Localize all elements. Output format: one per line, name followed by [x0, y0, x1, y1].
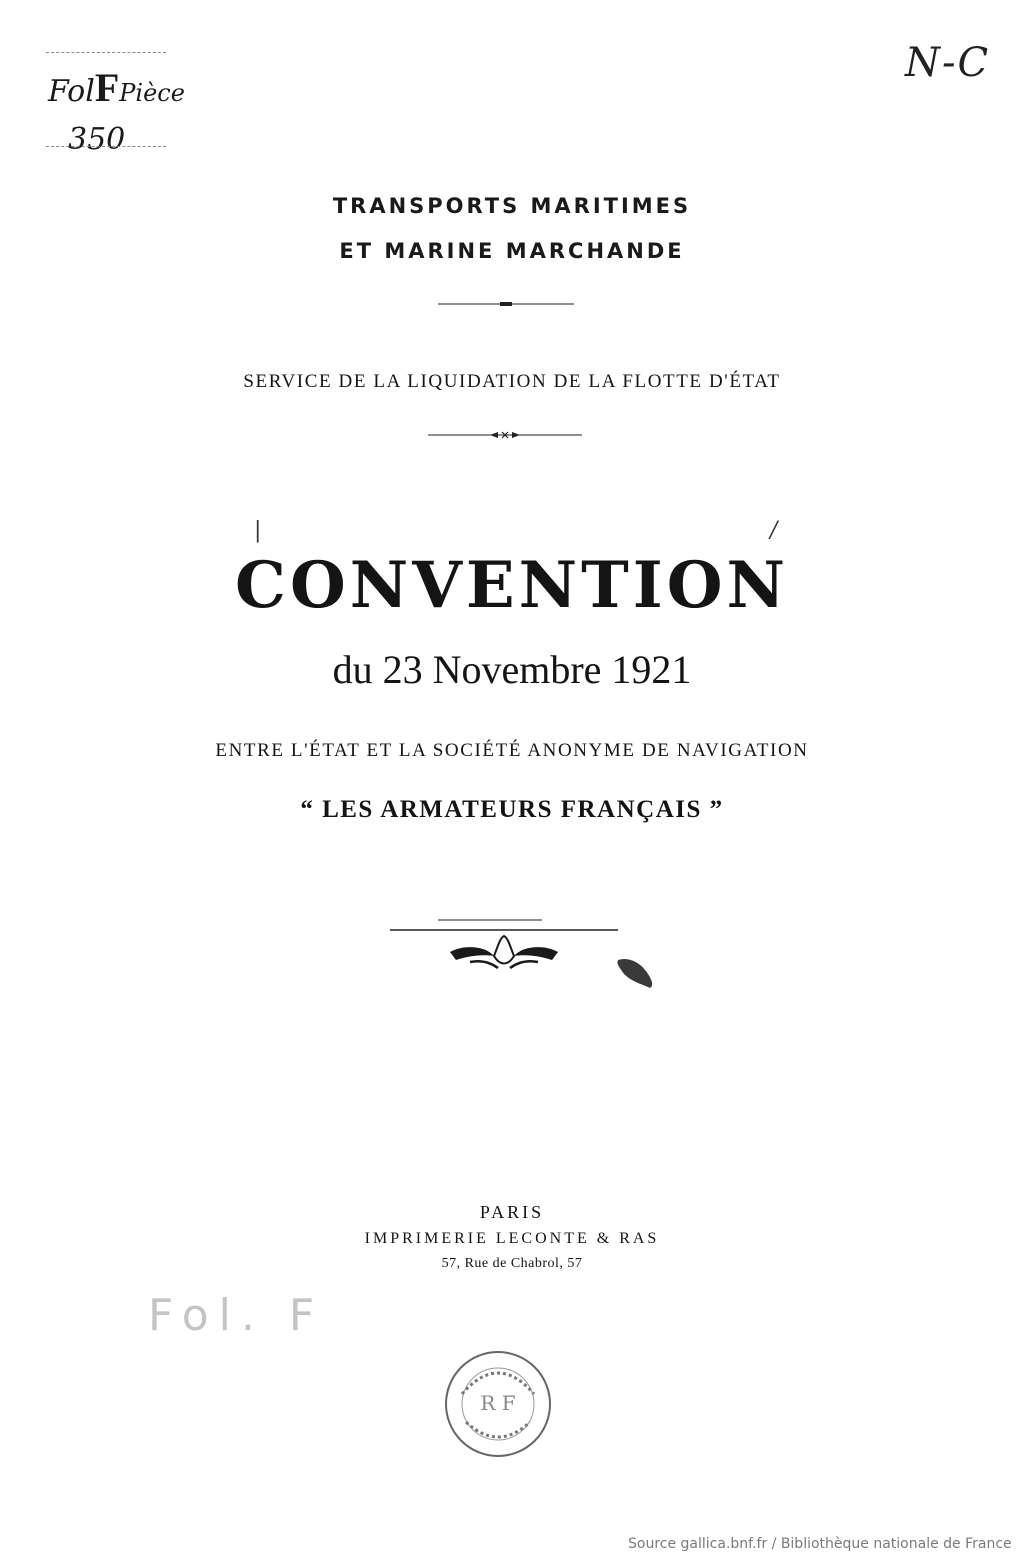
divider — [46, 52, 166, 53]
source-credit: Source gallica.bnf.fr / Bibliothèque nationale de France — [628, 1536, 1012, 1552]
shelf-prefix: Fol — [48, 74, 95, 109]
divider — [46, 146, 166, 147]
fleuron-ornament — [390, 916, 618, 972]
ornament-rule — [438, 299, 574, 309]
ornament-rule — [428, 430, 582, 440]
ink-blot — [614, 954, 656, 992]
svg-text:R F: R F — [480, 1391, 516, 1415]
imprint-city: PARIS — [479, 1202, 545, 1222]
company-name: “ LES ARMATEURS FRANÇAIS ” — [300, 796, 724, 823]
imprint-printer: IMPRIMERIE LECONTE & RAS — [364, 1230, 660, 1247]
ministry-line1: TRANSPORTS MARITIMES — [332, 194, 692, 218]
ministry-line2: ET MARINE MARCHANDE — [339, 239, 685, 263]
library-stamp-icon — [442, 1348, 554, 1460]
shelf-letter: F — [94, 65, 120, 110]
pencil-annotation: Fol. F — [148, 1290, 325, 1341]
shelf-mark-number: 350 — [68, 122, 126, 157]
corner-mark: N-C — [905, 40, 991, 86]
imprint-address: 57, Rue de Chabrol, 57 — [441, 1256, 583, 1271]
pencil-bracket-left: | — [254, 518, 262, 543]
shelf-suffix: Pièce — [119, 79, 185, 107]
shelf-mark — [32, 50, 185, 170]
document-parties: ENTRE L'ÉTAT ET LA SOCIÉTÉ ANONYME DE NAVIGATION — [215, 740, 809, 761]
pencil-bracket-right: / — [770, 518, 778, 543]
shelf-mark-line1 — [48, 64, 185, 111]
document-title: CONVENTION — [235, 548, 789, 623]
document-date: du 23 Novembre 1921 — [332, 647, 692, 692]
service-heading: SERVICE DE LA LIQUIDATION DE LA FLOTTE D'ÉTAT — [243, 371, 781, 392]
